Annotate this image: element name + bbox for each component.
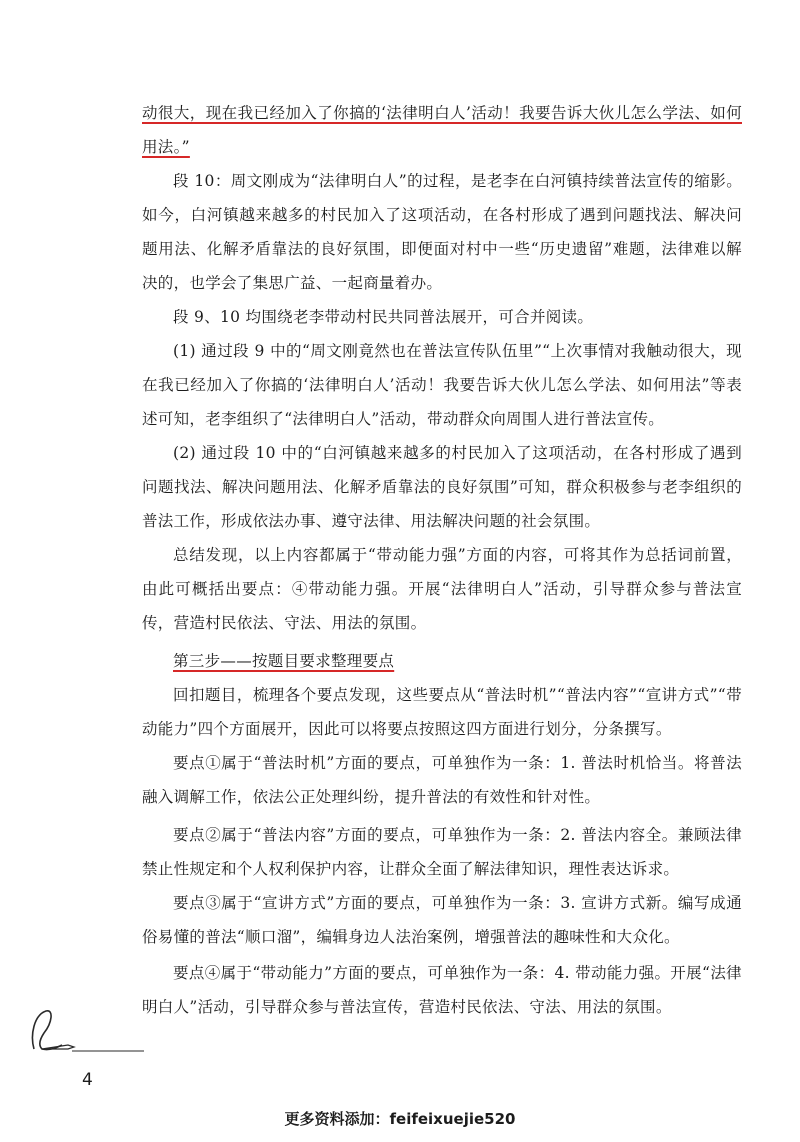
- paragraph-point-2: (2) 通过段 10 中的“白河镇越来越多的村民加入了这项活动，在各村形成了遇到问题找法、解决问题用法、化解矛盾靠法的良好氛围”可知，群众积极参与老李组织的普法工作，形成依法办事、遵守法律、用法解决问题的社会氛围。: [142, 444, 742, 530]
- paragraph-key-point-4: 要点④属于“带动能力”方面的要点，可单独作为一条：4. 带动能力强。开展“法律明白人”活动，引导群众参与普法宣传，营造村民依法、守法、用法的氛围。: [142, 964, 742, 1016]
- paragraph-continuation: 动很大，现在我已经加入了你搞的‘法律明白人’活动！我要告诉大伙儿怎么学法、如何用法。”: [142, 104, 742, 156]
- paragraph-point-1: (1) 通过段 9 中的“周文刚竟然也在普法宣传队伍里”“上次事情对我触动很大，现在我已经加入了你搞的‘法律明白人’活动！我要告诉大伙儿怎么学法、如何用法”等表述可知，老李组织了“法律明白人”活动，带动群众向周围人进行普法宣传。: [142, 342, 742, 428]
- paragraph-key-point-2: 要点②属于“普法内容”方面的要点，可单独作为一条：2. 普法内容全。兼顾法律禁止性规定和个人权利保护内容，让群众全面了解法律知识，理性表达诉求。: [142, 826, 742, 878]
- paragraph-summary: 总结发现，以上内容都属于“带动能力强”方面的内容，可将其作为总括词前置，由此可概括出要点：④带动能力强。开展“法律明白人”活动，引导群众参与普法宣传，营造村民依法、守法、用法的氛围。: [142, 546, 742, 632]
- step3-heading: 第三步——按题目要求整理要点: [173, 652, 395, 670]
- paragraph-merge-note: 段 9、10 均围绕老李带动村民共同普法展开，可合并阅读。: [173, 308, 594, 326]
- page-number: 4: [82, 1070, 93, 1090]
- paragraph-key-point-1: 要点①属于“普法时机”方面的要点，可单独作为一条：1. 普法时机恰当。将普法融入调解工作，依法公正处理纠纷，提升普法的有效性和针对性。: [142, 754, 742, 806]
- footer-note: 更多资料添加：feifeixuejie520: [284, 1110, 516, 1128]
- paragraph-review: 回扣题目，梳理各个要点发现，这些要点从“普法时机”“普法内容”“宣讲方式”“带动能力”四个方面展开，因此可以将要点按照这四方面进行划分，分条撰写。: [142, 686, 742, 738]
- paragraph-key-point-3: 要点③属于“宣讲方式”方面的要点，可单独作为一条：3. 宣讲方式新。编写成通俗易懂的普法“顺口溜”，编辑身边人法治案例，增强普法的趣味性和大众化。: [142, 894, 742, 946]
- pen-icon: [28, 1005, 146, 1057]
- step3-heading-row: [142, 644, 742, 678]
- paragraph-segment-10: 段 10：周文刚成为“法律明白人”的过程，是老李在白河镇持续普法宣传的缩影。如今，白河镇越来越多的村民加入了这项活动，在各村形成了遇到问题找法、解决问题用法、化解矛盾靠法的良好氛围，即便面对村中一些“历史遗留”难题，法律难以解决的，也学会了集思广益、一起商量着办。: [142, 172, 742, 292]
